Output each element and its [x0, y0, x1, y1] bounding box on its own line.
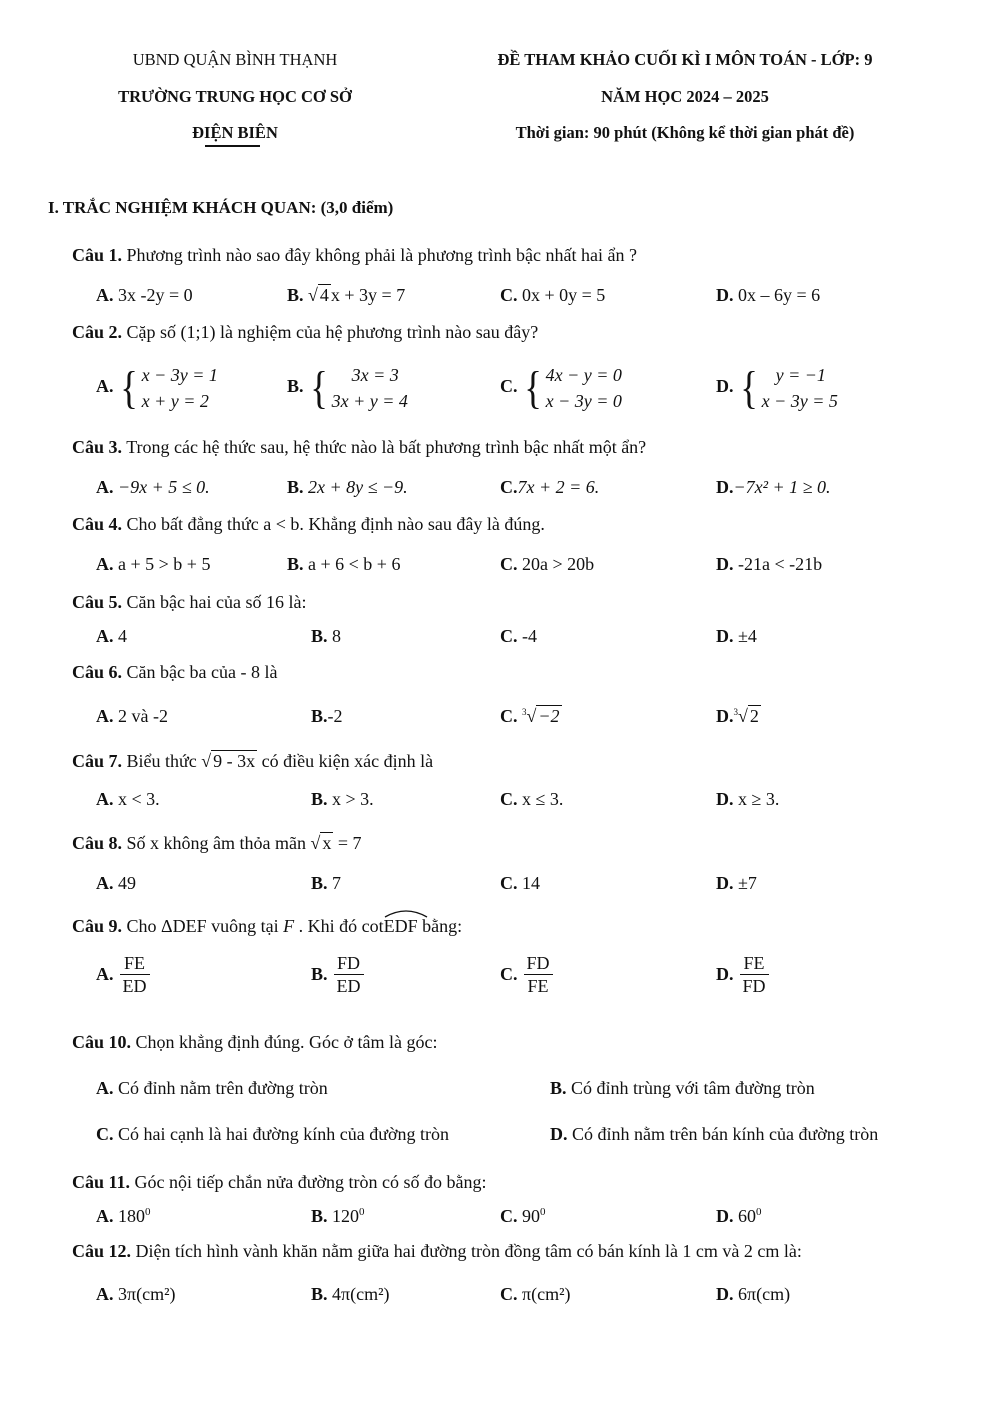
q4-option-c[interactable]: C. 20a > 20b [500, 554, 595, 574]
q10-option-a[interactable]: A. Có đỉnh nằm trên đường tròn [96, 1078, 328, 1098]
school-name-line2: ĐIỆN BIÊN [192, 123, 278, 142]
q6-option-a[interactable]: A. 2 và -2 [96, 706, 168, 726]
q9-option-b[interactable]: B. $\frac{FD}{ED}$ [311, 952, 364, 997]
q2-option-b[interactable]: B. { 3x = 3 3x + y = 4 [287, 362, 408, 413]
q3-option-c[interactable]: C.7x + 2 = 6. [500, 477, 600, 497]
question-5: Câu 5. Căn bậc hai của số 16 là: [72, 592, 307, 612]
question-9: Câu 9. Cho ΔDEF vuông tại F . Khi đó cot EDF bằng: [72, 916, 462, 937]
q1-option-c[interactable]: C. 0x + 0y = 5 [500, 285, 606, 305]
question-12: Câu 12. Diện tích hình vành khăn nằm giữa hai đường tròn đồng tâm có bán kính là 1 cm và 2 cm là: [72, 1241, 802, 1261]
q9-option-c[interactable]: C. $\frac{FD}{FE}$ [500, 952, 553, 997]
q5-option-a[interactable]: A. 4 [96, 626, 127, 646]
q2-option-c[interactable]: C. { 4x − y = 0 x − 3y = 0 [500, 362, 622, 413]
q12-option-d[interactable]: D. 6π(cm) [716, 1284, 791, 1304]
q1-option-d[interactable]: D. 0x – 6y = 6 [716, 285, 821, 305]
q7-option-b[interactable]: B. x > 3. [311, 789, 374, 809]
question-10: Câu 10. Chọn khẳng định đúng. Góc ở tâm là góc: [72, 1032, 438, 1052]
q6-option-c[interactable]: C. $^3$√ −2 [500, 706, 560, 726]
q9-option-d[interactable]: D. $\frac{FE}{FD}$ [716, 952, 769, 997]
q10-option-b[interactable]: B. Có đỉnh trùng với tâm đường tròn [550, 1078, 815, 1098]
angle-arc: EDF [384, 916, 418, 937]
q1-option-b[interactable]: B. √ 4 x + 3y = 7 [287, 285, 406, 305]
q4-option-d[interactable]: D. -21a < -21b [716, 554, 823, 574]
q12-option-b[interactable]: B. 4π(cm²) [311, 1284, 390, 1304]
q10-option-d[interactable]: D. Có đỉnh nằm trên bán kính của đường tròn [550, 1124, 879, 1144]
q12-option-c[interactable]: C. π(cm²) [500, 1284, 571, 1304]
q8-option-a[interactable]: A. 49 [96, 873, 136, 893]
school-district: UBND QUẬN BÌNH THẠNH [132, 50, 338, 69]
q5-option-d[interactable]: D. ±4 [716, 626, 757, 646]
exam-title: ĐỀ THAM KHẢO CUỐI KÌ I MÔN TOÁN - LỚP: 9 [497, 50, 873, 69]
question-8: Câu 8. Số x không âm thỏa mãn √ x = 7 [72, 833, 362, 853]
question-3: Câu 3. Trong các hệ thức sau, hệ thức nào là bất phương trình bậc nhất một ẩn? [72, 437, 647, 457]
q6-option-b[interactable]: B.-2 [311, 706, 343, 726]
q7-option-c[interactable]: C. x ≤ 3. [500, 789, 564, 809]
question-11: Câu 11. Góc nội tiếp chắn nửa đường tròn có số đo bằng: [72, 1172, 487, 1192]
q12-option-a[interactable]: A. 3π(cm²) [96, 1284, 176, 1304]
q2-option-a[interactable]: A. { x − 3y = 1 x + y = 2 [96, 362, 218, 413]
q4-option-a[interactable]: A. a + 5 > b + 5 [96, 554, 211, 574]
q8-option-c[interactable]: C. 14 [500, 873, 540, 893]
header-underline [205, 145, 260, 147]
q3-option-b[interactable]: B. 2x + 8y ≤ −9. [287, 477, 408, 497]
q2-option-d[interactable]: D. { y = −1 x − 3y = 5 [716, 362, 838, 413]
q1-option-a[interactable]: A. 3x -2y = 0 [96, 285, 193, 305]
q5-option-c[interactable]: C. -4 [500, 626, 537, 646]
question-2: Câu 2. Cặp số (1;1) là nghiệm của hệ phương trình nào sau đây? [72, 322, 539, 342]
q6-option-d[interactable]: D.$^3$√ 2 [716, 706, 759, 726]
exam-duration: Thời gian: 90 phút (Không kể thời gian phát đề) [515, 123, 855, 142]
school-name: TRƯỜNG TRUNG HỌC CƠ SỞ [118, 87, 352, 106]
q3-option-a[interactable]: A. −9x + 5 ≤ 0. [96, 477, 210, 497]
school-year: NĂM HỌC 2024 – 2025 [601, 87, 769, 106]
question-1: Câu 1. Phương trình nào sao đây không phải là phương trình bậc nhất hai ẩn ? [72, 245, 637, 265]
q4-option-b[interactable]: B. a + 6 < b + 6 [287, 554, 401, 574]
q11-option-c[interactable]: C. $90^0$ [500, 1206, 546, 1226]
q11-option-d[interactable]: D. $60^0$ [716, 1206, 762, 1226]
q9-option-a[interactable]: A. $\frac{FE}{ED}$ [96, 952, 150, 997]
q5-option-b[interactable]: B. 8 [311, 626, 342, 646]
q7-option-a[interactable]: A. x < 3. [96, 789, 160, 809]
q3-option-d[interactable]: D.−7x² + 1 ≥ 0. [716, 477, 831, 497]
section-title: I. TRẮC NGHIỆM KHÁCH QUAN: (3,0 điểm) [48, 198, 394, 217]
q7-option-d[interactable]: D. x ≥ 3. [716, 789, 780, 809]
q8-option-b[interactable]: B. 7 [311, 873, 342, 893]
q10-option-c[interactable]: C. Có hai cạnh là hai đường kính của đường tròn [96, 1124, 449, 1144]
q11-option-a[interactable]: A. $180^0$ [96, 1206, 151, 1226]
question-4: Câu 4. Cho bất đẳng thức a < b. Khẳng định nào sau đây là đúng. [72, 514, 545, 534]
q11-option-b[interactable]: B. $120^0$ [311, 1206, 365, 1226]
question-7: Câu 7. Biểu thức √ 9 - 3x có điều kiện xác định là [72, 751, 434, 771]
q8-option-d[interactable]: D. ±7 [716, 873, 757, 893]
question-6: Câu 6. Căn bậc ba của - 8 là [72, 662, 278, 682]
